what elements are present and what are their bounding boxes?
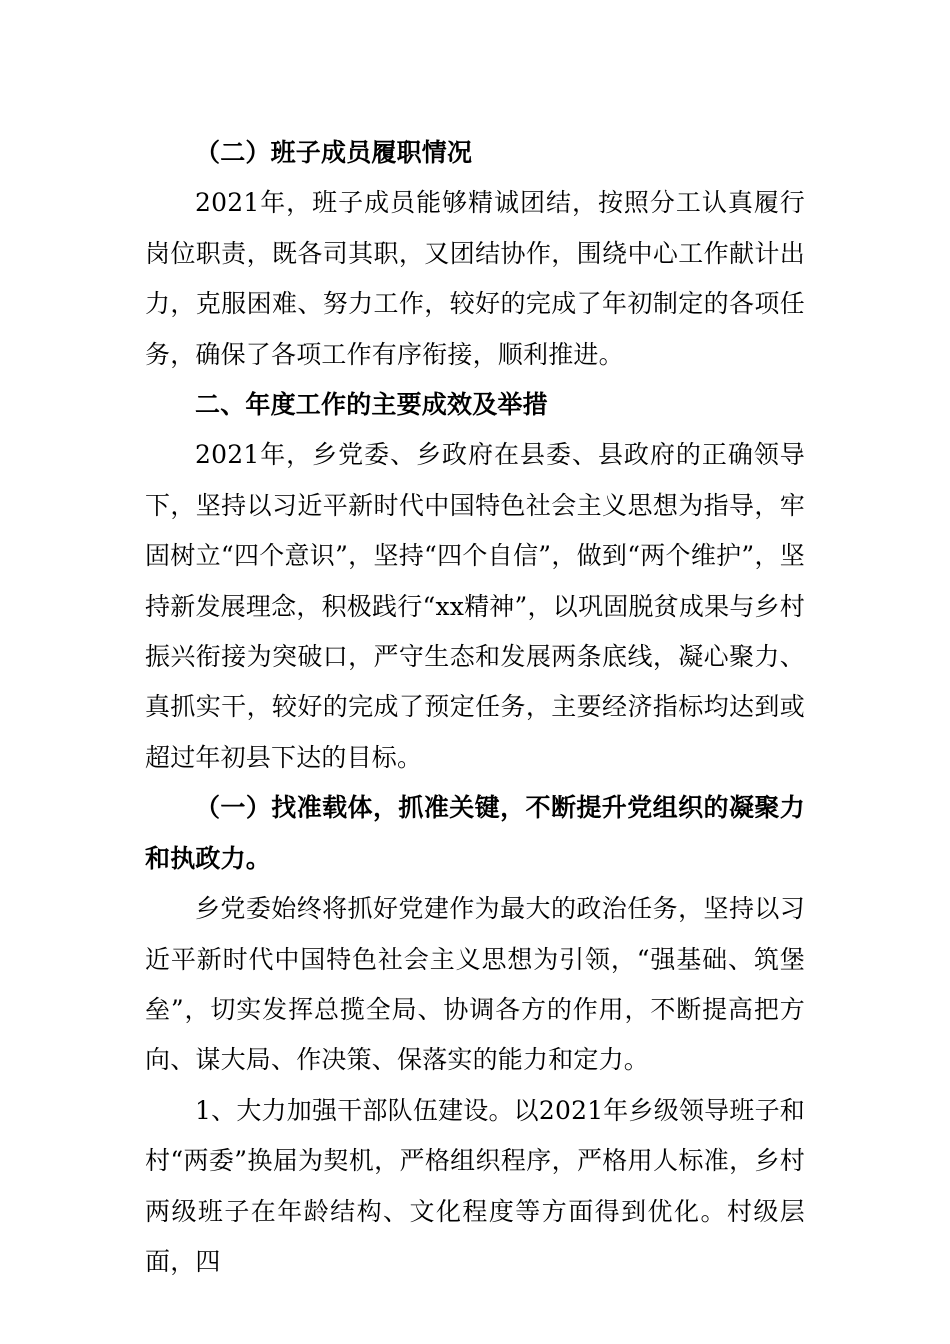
body-paragraph: 1、大力加强干部队伍建设。以2021年乡级领导班子和村“两委”换届为契机，严格组织程序，严格用人标准，乡村两级班子在年龄结构、文化程度等方面得到优化。村级层面，四	[145, 1095, 805, 1276]
section-heading: 二、年度工作的主要成效及举措	[195, 390, 548, 420]
section-heading: （一）找准载体，抓准关键，不断提升党组织的凝聚力和执政力。	[145, 793, 805, 873]
section-heading: （二）班子成员履职情况	[195, 138, 473, 167]
body-paragraph: 2021年，乡党委、乡政府在县委、县政府的正确领导下，坚持以习近平新时代中国特色社会主义思想为指导，牢固树立“四个意识”，坚持“四个自信”，做到“两个维护”，坚持新发展理念，积极践行“xx精神”，以巩固脱贫成果与乡村振兴衔接为突破口，严守生态和发展两条底线，凝心聚力、真抓实干，较好的完成了预定任务，主要经济指标均达到或超过年初县下达的目标。	[145, 440, 805, 772]
body-paragraph: 2021年，班子成员能够精诚团结，按照分工认真履行岗位职责，既各司其职，又团结协作，围绕中心工作献计出力，克服困难、努力工作，较好的完成了年初制定的各项任务，确保了各项工作有序衔接，顺利推进。	[145, 188, 805, 369]
document-page	[145, 128, 805, 1287]
body-paragraph: 乡党委始终将抓好党建作为最大的政治任务，坚持以习近平新时代中国特色社会主义思想为引领，“强基础、筑堡垒”，切实发挥总揽全局、协调各方的作用，不断提高把方向、谋大局、作决策、保落实的能力和定力。	[145, 894, 805, 1075]
